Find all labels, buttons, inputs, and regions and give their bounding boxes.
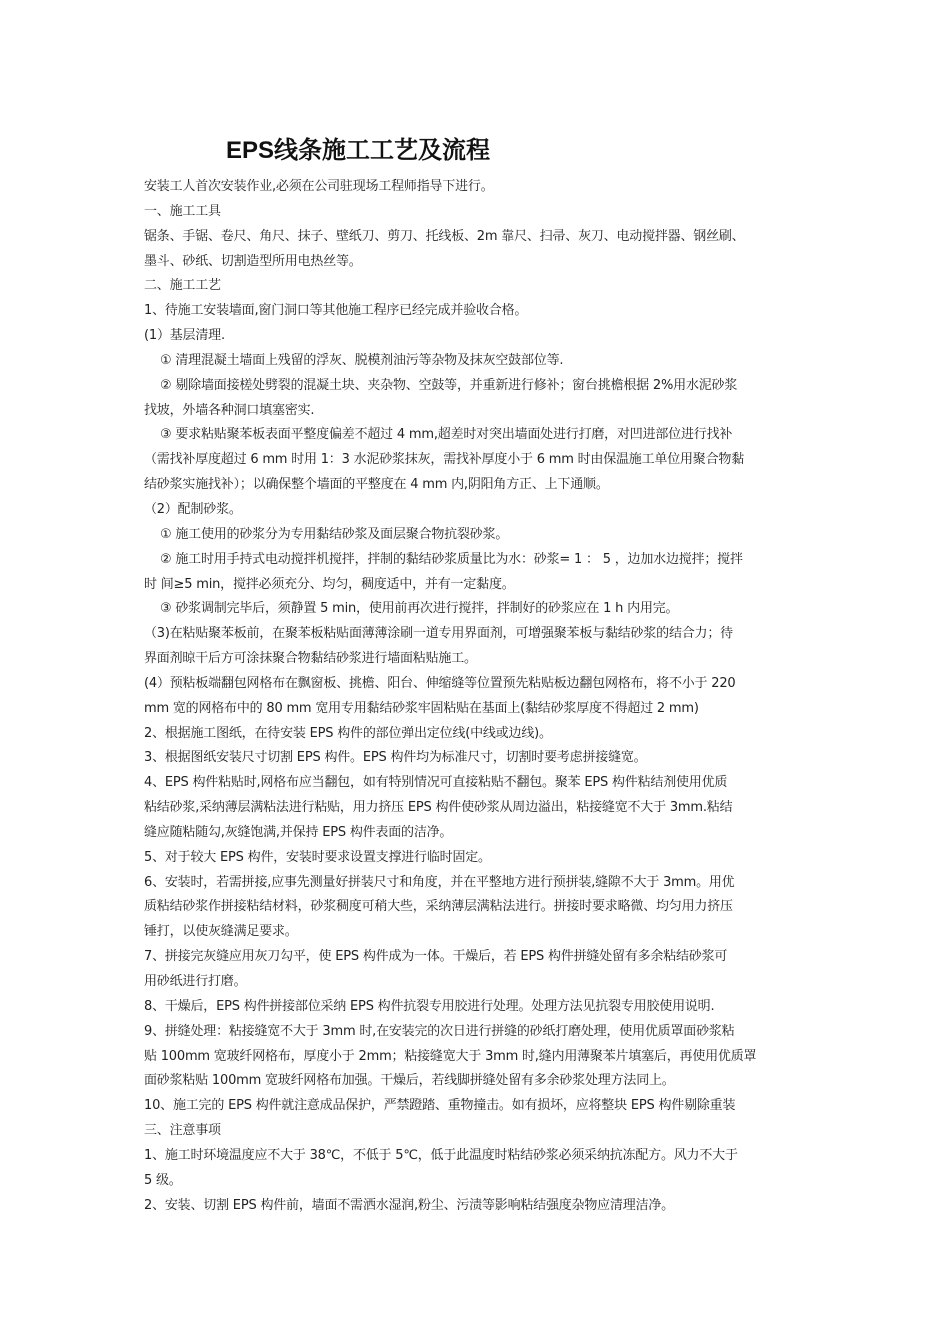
text-line: ① 清理混凝土墙面上残留的浮灰、脱模剂油污等杂物及抹灰空鼓部位等.: [160, 352, 564, 368]
text-line: ③ 要求粘贴聚苯板表面平整度偏差不超过 4 mm,超差时对突出墙面处进行打磨，对凹进部位进行找补: [160, 427, 733, 443]
text-line: ② 施工时用手持式电动搅拌机搅拌，拌制的黏结砂浆质量比为水：砂浆= 1 ： 5 ，边加水边搅拌；搅拌: [160, 551, 743, 567]
text-line: 界面剂晾干后方可涂抹聚合物黏结砂浆进行墙面粘贴施工。: [144, 651, 477, 667]
text-line: 2、安装、切割 EPS 构件前，墙面不需洒水湿润,粉尘、污渍等影响粘结强度杂物应清理洁净。: [144, 1197, 674, 1213]
text-line: (4）预粘板端翻包网格布在飘窗板、挑檐、阳台、伸缩缝等位置预先粘贴板边翻包网格布，将不小于 220: [144, 675, 736, 691]
text-line: 锤打，以使灰缝满足要求。: [144, 924, 298, 940]
text-line: 用砂纸进行打磨。: [144, 974, 247, 989]
text-line: (1）基层清理.: [144, 328, 225, 344]
text-line: 10、施工完的 EPS 构件就注意成品保护，严禁蹬踏、重物撞击。如有损坏，应将整块 EPS 构件剔除重装: [144, 1098, 736, 1114]
text-line: 4、EPS 构件粘贴时,网格布应当翻包，如有特别情况可直接粘贴不翻包。聚苯 EPS 构件粘结剂使用优质: [144, 775, 728, 791]
text-line: 1、施工时环境温度应不大于 38℃，不低于 5℃，低于此温度时粘结砂浆必须采纳抗冻配方。风力不大于: [144, 1147, 738, 1163]
text-line: 二、施工工艺: [144, 278, 221, 294]
text-line: 3、根据图纸安装尺寸切割 EPS 构件。EPS 构件均为标准尺寸，切割时要考虑拼接缝宽。: [144, 750, 647, 766]
text-line: 墨斗、砂纸、切割造型所用电热丝等。: [144, 253, 362, 269]
text-line: 粘结砂浆,采纳薄层满粘法进行粘贴，用力挤压 EPS 构件使砂浆从周边溢出，粘接缝宽不大于 3mm.粘结: [144, 800, 733, 816]
text-line: 贴 100mm 宽玻纤网格布，厚度小于 2mm；粘接缝宽大于 3mm 时,缝内用薄聚苯片填塞后，再使用优质罩: [144, 1048, 757, 1064]
text-line: 面砂浆粘贴 100mm 宽玻纤网格布加强。干燥后，若线脚拼缝处留有多余砂浆处理方法同上。: [144, 1073, 675, 1089]
text-line: ② 剔除墙面接槎处劈裂的混凝土块、夹杂物、空鼓等，并重新进行修补；窗台挑檐根据 2%用水泥砂浆: [160, 377, 738, 393]
document-title: EPS线条施工工艺及流程: [226, 137, 491, 164]
text-line: 一、施工工具: [144, 203, 221, 219]
text-line: 8、干燥后，EPS 构件拼接部位采纳 EPS 构件抗裂专用胶进行处理。处理方法见抗裂专用胶使用说明.: [144, 998, 715, 1014]
text-line: 缝应随粘随勾,灰缝饱满,并保持 EPS 构件表面的洁净。: [144, 824, 453, 840]
text-line: 锯条、手锯、卷尺、角尺、抹子、壁纸刀、剪刀、托线板、2m 靠尺、扫帚、灰刀、电动搅拌器、钢丝刷、: [144, 228, 745, 244]
text-line: 三、注意事项: [144, 1123, 221, 1139]
text-line: 安装工人首次安装作业,必须在公司驻现场工程师指导下进行。: [144, 179, 494, 194]
text-line: 6、安装时，若需拼接,应事先测量好拼装尺寸和角度，并在平整地方进行预拼装,缝隙不大于 3mm。用优: [144, 874, 735, 890]
text-line: 7、拼接完灰缝应用灰刀勾平，使 EPS 构件成为一体。干燥后，若 EPS 构件拼缝处留有多余粘结砂浆可: [144, 949, 728, 965]
text-line: （3)在粘贴聚苯板前，在聚苯板粘贴面薄薄涂刷一道专用界面剂，可增强聚苯板与黏结砂浆的结合力；待: [144, 626, 733, 642]
text-line: 质粘结砂浆作拼接粘结材料，砂浆稠度可稍大些，采纳薄层满粘法进行。拼接时要求略微、均匀用力挤压: [144, 899, 733, 915]
text-line: ① 施工使用的砂浆分为专用黏结砂浆及面层聚合物抗裂砂浆。: [160, 526, 509, 542]
text-line: 2、根据施工图纸，在待安装 EPS 构件的部位弹出定位线(中线或边线)。: [144, 725, 552, 741]
text-line: 时 间≥5 min，搅拌必须充分、均匀，稠度适中，并有一定黏度。: [144, 576, 515, 592]
text-line: 5 级。: [144, 1172, 182, 1188]
document-body: [144, 175, 820, 1218]
text-line: （需找补厚度超过 6 mm 时用 1：3 水泥砂浆抹灰，需找补厚度小于 6 mm 时由保温施工单位用聚合物黏: [144, 452, 744, 468]
text-line: 9、拼缝处理：粘接缝宽不大于 3mm 时,在安装完的次日进行拼缝的砂纸打磨处理，使用优质罩面砂浆粘: [144, 1023, 735, 1039]
text-line: mm 宽的网格布中的 80 mm 宽用专用黏结砂浆牢固粘贴在基面上(黏结砂浆厚度不得超过 2 mm): [144, 700, 699, 716]
text-line: ③ 砂浆调制完毕后，须静置 5 min，使用前再次进行搅拌，拌制好的砂浆应在 1 h 内用完。: [160, 601, 679, 617]
text-line: （2）配制砂浆。: [144, 501, 242, 517]
text-line: 结砂浆实施找补）；以确保整个墙面的平整度在 4 mm 内,阴阳角方正、上下通顺。: [144, 477, 609, 493]
text-line: 找坡，外墙各种洞口填塞密实.: [144, 402, 315, 418]
text-line: 5、对于较大 EPS 构件，安装时要求设置支撑进行临时固定。: [144, 849, 491, 865]
text-line: 1、待施工安装墙面,窗门洞口等其他施工程序已经完成并验收合格。: [144, 303, 528, 319]
